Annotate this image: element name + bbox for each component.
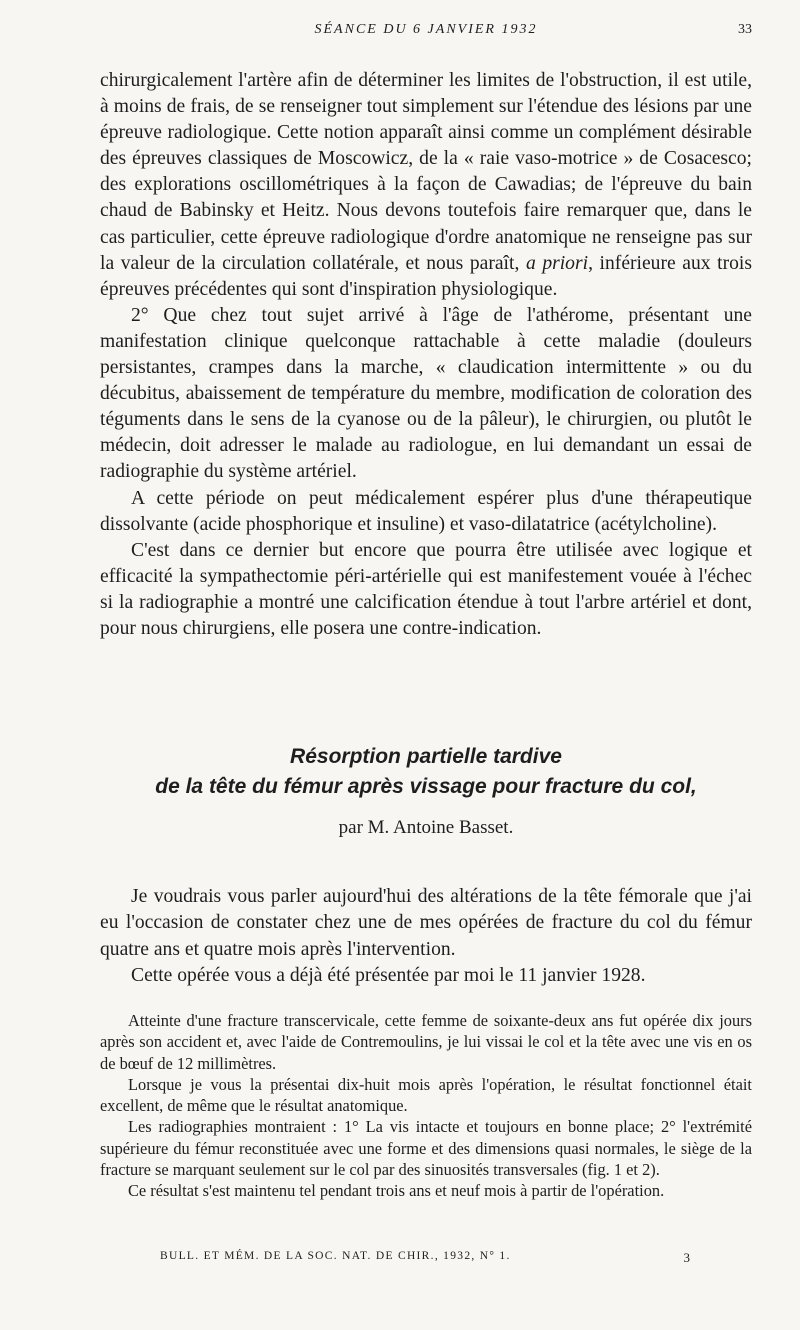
header-title: SÉANCE DU 6 JANVIER 1932 — [314, 22, 538, 37]
page-footer — [160, 1250, 690, 1265]
paragraph: Atteinte d'une fracture transcervicale, cette femme de soixante-deux ans fut opérée dix jours après son accident et, avec l'aide de Contremoulins, je lui vissai le col et la tête avec une vis en os de bœuf de 12 millimètres. — [100, 1011, 752, 1073]
paragraph: Je voudrais vous parler aujourd'hui des altérations de la tête fémorale que j'ai eu l'occasion de constater chez une de mes opérées de fracture du col du fémur quatre ans et quatre mois après l'intervention. — [100, 886, 752, 960]
intro-text — [100, 884, 752, 989]
paragraph: 2° Que chez tout sujet arrivé à l'âge de l'athérome, présentant une manifestation clinique quelconque rattachable à cette maladie (douleurs persistantes, crampes dans la marche, « claudication intermittente » ou du décubitus, abaissement de température du membre, modification de coloration des téguments dans le sens de la cyanose ou de la pâleur), le chirurgien, ou plutôt le médecin, doit adresser le malade au radiologue, en lui demandant un essai de radiographie du système artériel. — [100, 304, 752, 483]
section-title-line: de la tête du fémur après vissage pour fracture du col, — [155, 775, 697, 798]
paragraph-text: chirurgicalement l'artère afin de déterminer les limites de l'obstruction, il est utile, à moins de frais, de se renseigner tout simplement sur l'étendue des lésions par une épreuve radiologique. Cette notion apparaît ainsi comme un complément désirable des épreuves classiques de Moscowicz, de la « raie vaso-motrice » de Cosacesco; des explorations oscillométriques à la façon de Cawadias; de l'épreuve du bain chaud de Babinsky et Heitz. Nous devons toutefois faire remarquer que, dans le cas particulier, cette épreuve radiologique d'ordre anatomique ne renseigne pas sur la valeur de la circulation collatérale, et nous paraît, — [100, 70, 752, 274]
author-byline: par M. Antoine Basset. — [338, 817, 514, 838]
running-header — [100, 22, 752, 44]
paragraph: Lorsque je vous la présentai dix-huit mois après l'opération, le résultat fonctionnel était excellent, de même que le résultat anatomique. — [100, 1074, 752, 1116]
main-text — [100, 68, 752, 642]
paragraph: Cette opérée vous a déjà été présentée par moi le 11 janvier 1928. — [131, 964, 646, 986]
page-number: 33 — [738, 22, 752, 37]
italic-phrase: a priori — [525, 252, 589, 274]
paragraph: A cette période on peut médicalement espérer plus d'une thérapeutique dissolvante (acide phosphorique et insuline) et vaso-dilatatrice (acétylcholine). — [100, 487, 752, 535]
paragraph — [100, 68, 752, 303]
journal-reference: BULL. ET MÉM. DE LA SOC. NAT. DE CHIR., 1932, N° 1. — [160, 1250, 511, 1262]
signature-mark: 3 — [683, 1250, 690, 1265]
paragraph: Ce résultat s'est maintenu tel pendant trois ans et neuf mois à partir de l'opération. — [128, 1181, 665, 1201]
case-report-text — [100, 1010, 752, 1202]
paragraph-text: , inférieure aux trois épreuves précédentes qui sont d'inspiration physiologique. — [100, 252, 752, 300]
section-title — [100, 742, 752, 802]
paragraph: Les radiographies montraient : 1° La vis intacte et toujours en bonne place; 2° l'extrémité supérieure du fémur reconstituée avec une forme et des dimensions quasi normales, le siège de la fracture se marquant seulement sur le col par des sinuosités transversales (fig. 1 et 2). — [100, 1117, 752, 1180]
paragraph: C'est dans ce dernier but encore que pourra être utilisée avec logique et efficacité la sympathectomie péri-artérielle qui est manifestement vouée à l'échec si la radiographie a montré une calcification étendue à tout l'arbre artériel et dont, pour nous chirurgiens, elle posera une contre-indication. — [100, 539, 752, 639]
section-title-line: Résorption partielle tardive — [290, 745, 562, 768]
